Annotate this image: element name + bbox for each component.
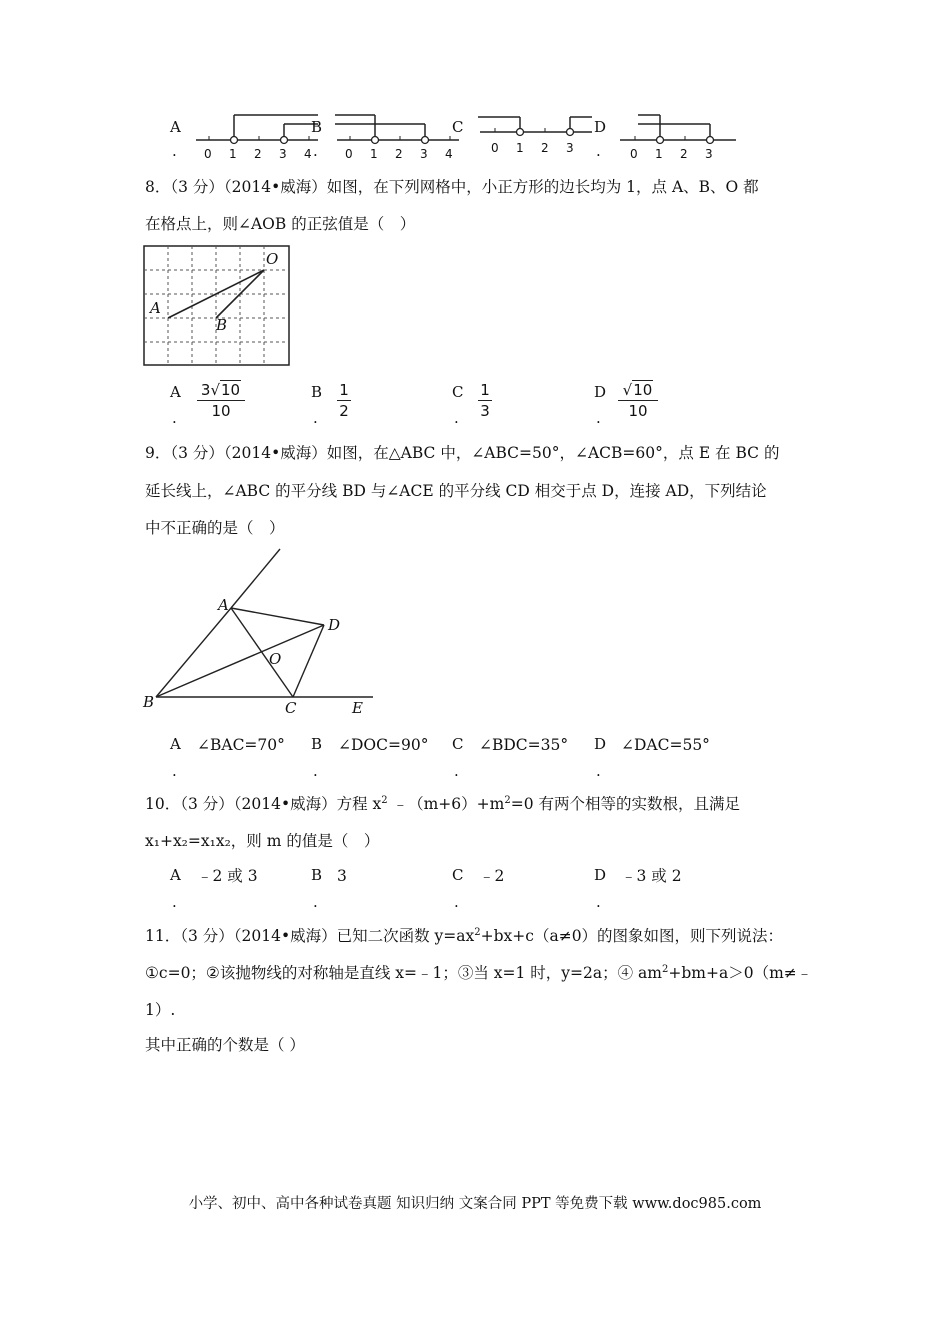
q9-option-b-letter: B [311,735,323,753]
q8-option-d-letter: D [594,383,607,401]
q8-option-c-letter: C [452,383,464,401]
q10-option-a-text: ﹣2 或 3 [197,867,258,885]
q10-option-b-letter: B [311,866,323,884]
option-dot: . [596,762,601,780]
q9-triangle-figure [143,546,379,718]
option-dot: . [596,893,601,911]
option-dot: . [454,893,459,911]
q9-option-d-letter: D [594,735,607,753]
q9-label-b: B [143,693,155,711]
option-dot: . [172,409,177,427]
q9-label-e: E [352,699,363,717]
q10-stem-line2: x₁+x₂=x₁x₂，则 m 的值是（ ） [145,832,380,850]
q9-option-a-letter: A [170,735,181,753]
option-dot: . [454,762,459,780]
q10-option-a-letter: A [170,866,181,884]
q11-stem-line1: 11．（3 分）（2014•威海）已知二次函数 $y=ax^2+bx+c(a\ne 0)$的图象如图，则下列说法： [145,926,784,945]
option-dot: . [313,893,318,911]
q8-option-a-letter: A [170,383,181,401]
q9-stem-line1: 9．（3 分）（2014•威海）如图，在△ABC 中，∠ABC=50°，∠ACB=60°，点 E 在 BC 的 [145,444,780,462]
q8-stem-line2: 在格点上，则∠AOB 的正弦值是（ ） [145,215,416,233]
q10-option-d-text: ﹣3 或 2 [621,867,682,885]
q8-stem-line1: 8．（3 分）（2014•威海）如图，在下列网格中，小正方形的边长均为 1，点 A、B、O 都 [145,178,759,196]
q9-label-d: D [328,616,341,634]
option-dot: . [313,409,318,427]
option-dot: . [454,409,459,427]
q10-stem-line1: 10．（3 分）（2014•威海）方程 $x^2$ $﹣(m+6)+m^2=0$ 有两个相等的实数根，且满足 [145,794,740,813]
q10-option-d-letter: D [594,866,607,884]
q10-option-c-text: ﹣2 [479,867,505,885]
option-dot: . [313,762,318,780]
q10-option-b-text: 3 [337,867,347,885]
q9-label-o: O [269,650,282,668]
q7-option-a-letter: A [170,118,181,136]
option-dot: . [172,142,177,160]
q8-label-a: A [150,299,161,317]
q9-option-c-letter: C [452,735,464,753]
q9-label-c: C [285,699,297,717]
q11-stem-line3: 1）. [145,1001,176,1019]
q8-label-o: O [266,250,279,268]
q11-stem-line4: 其中正确的个数是（ ） [145,1036,305,1054]
q8-option-d-fraction: √10 10 [618,381,658,420]
q9-option-d-text: ∠DAC=55° [621,736,710,754]
q8-option-b-fraction: 1 2 [337,381,351,420]
q9-option-a-text: ∠BAC=70° [197,736,285,754]
q7-option-d-letter: D [594,118,607,136]
q9-stem-line3: 中不正确的是（ ） [145,519,285,537]
q11-stem-line2: ①c=0；②该抛物线的对称轴是直线 x=﹣1；③当 x=1 时，y=2a；④ $am^2+bm+a>0(m\ne﹣$ [145,963,813,982]
q8-option-b-letter: B [311,383,323,401]
q9-option-c-text: ∠BDC=35° [479,736,569,754]
q9-option-b-text: ∠DOC=90° [338,736,429,754]
q8-label-b: B [216,316,228,334]
option-dot: . [596,142,601,160]
option-dot: . [172,893,177,911]
q8-option-a-fraction: 3√10 10 [197,381,245,420]
q9-label-a: A [218,596,229,614]
page-footer: 小学、初中、高中各种试卷真题 知识归纳 文案合同 PPT 等免费下载 www.doc985.com [188,1196,762,1212]
q8-option-c-fraction: 1 3 [478,381,492,420]
option-dot: . [172,762,177,780]
option-dot: . [596,409,601,427]
q9-stem-line2: 延长线上，∠ABC 的平分线 BD 与∠ACE 的平分线 CD 相交于点 D，连接 AD，下列结论 [145,482,767,500]
option-dot: . [313,142,318,160]
q7-option-c-letter: C [452,118,464,136]
q10-option-c-letter: C [452,866,464,884]
q7-option-b-letter: B [311,118,323,136]
